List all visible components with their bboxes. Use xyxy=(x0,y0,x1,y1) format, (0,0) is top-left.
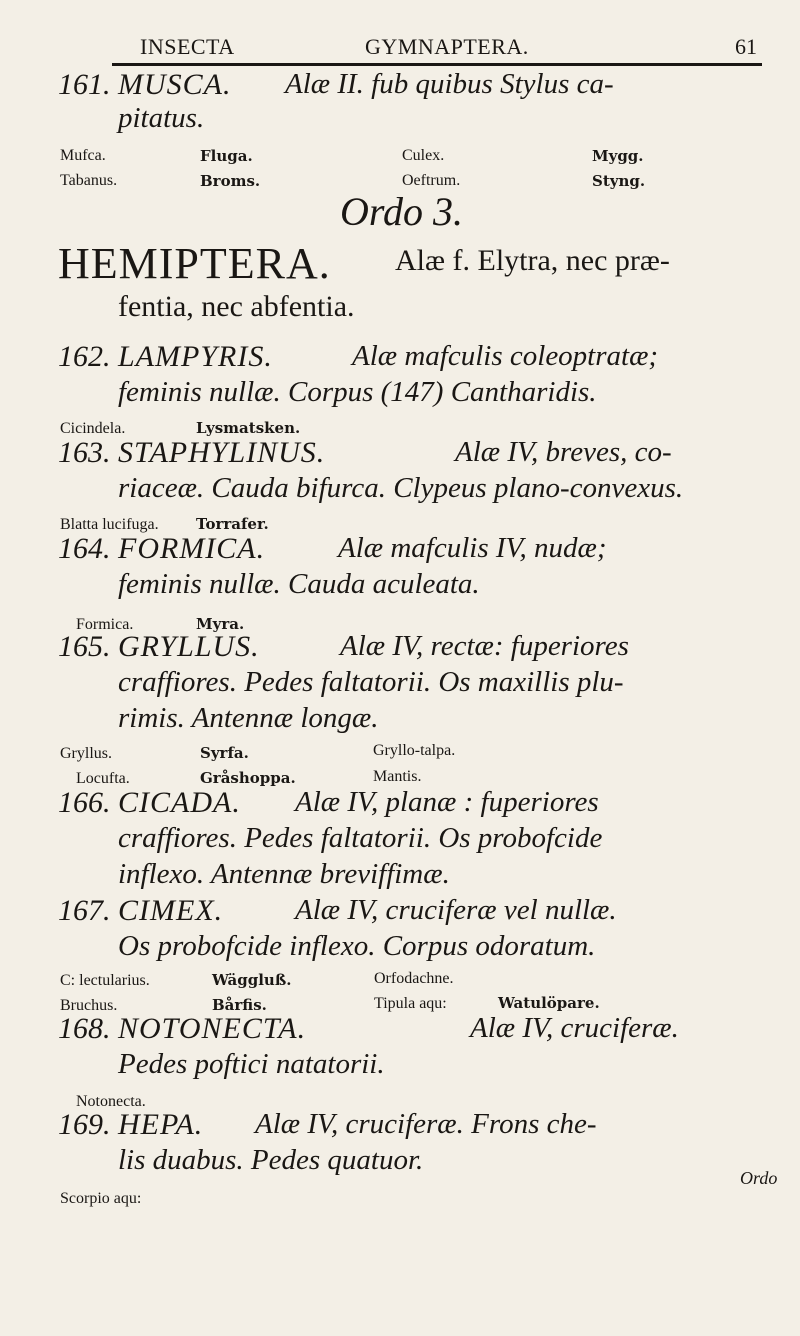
desc-168-line2: Pedes poftici natatorii. xyxy=(118,1048,385,1080)
genus-formica: FORMICA. xyxy=(118,532,266,565)
desc-165-line3: rimis. Antennæ longæ. xyxy=(118,702,379,734)
vernacular-name: Fluga. xyxy=(200,147,253,165)
desc-167-line2: Os probofcide inflexo. Corpus odoratum. xyxy=(118,930,596,962)
desc-162-line2: feminis nullæ. Corpus (147) Cantharidis. xyxy=(118,376,597,408)
vernacular-name: Broms. xyxy=(200,172,261,190)
vernacular-name: Torrafer. xyxy=(196,515,269,533)
entry-number-164: 164. xyxy=(58,532,111,565)
desc-161-line2: pitatus. xyxy=(118,102,205,134)
vernacular-name: Bårfis. xyxy=(212,996,267,1014)
order-desc-line1: Alæ f. Elytra, nec præ- xyxy=(395,244,670,277)
running-header-center: GYMNAPTERA. xyxy=(365,34,529,59)
order-title: HEMIPTERA. xyxy=(58,239,331,288)
genus-lampyris: LAMPYRIS. xyxy=(118,340,273,373)
entry-number-169: 169. xyxy=(58,1108,111,1141)
entry-number-167: 167. xyxy=(58,894,111,927)
catchword: Ordo xyxy=(740,1168,778,1188)
genus-notonecta: NOTONECTA. xyxy=(118,1012,307,1045)
entry-number-168: 168. xyxy=(58,1012,111,1045)
desc-168-line1: Alæ IV, cruciferæ. xyxy=(470,1012,679,1044)
vernacular-name: Gråshoppa. xyxy=(200,769,296,787)
desc-164-line2: feminis nullæ. Cauda aculeata. xyxy=(118,568,480,600)
desc-162-line1: Alæ mafculis coleoptratæ; xyxy=(352,340,659,372)
synonym: Blatta lucifuga. xyxy=(60,516,159,533)
vernacular-name: Watulöpare. xyxy=(498,994,600,1012)
synonym: Mantis. xyxy=(373,768,422,785)
desc-169-line1: Alæ IV, cruciferæ. Frons che- xyxy=(255,1108,597,1140)
entry-number-163: 163. xyxy=(58,436,111,469)
entry-number-162: 162. xyxy=(58,340,111,373)
genus-staphylinus: STAPHYLINUS. xyxy=(118,436,326,469)
desc-164-line1: Alæ mafculis IV, nudæ; xyxy=(338,532,607,564)
synonym: Cicindela. xyxy=(60,420,126,437)
synonym: Tabanus. xyxy=(60,172,118,189)
synonym: Orfodachne. xyxy=(374,970,454,987)
desc-163-line1: Alæ IV, breves, co- xyxy=(455,436,672,468)
genus-gryllus: GRYLLUS. xyxy=(118,630,260,663)
synonym: Notonecta. xyxy=(76,1093,146,1110)
desc-167-line1: Alæ IV, cruciferæ vel nullæ. xyxy=(295,894,617,926)
synonym: Locufta. xyxy=(76,770,130,787)
vernacular-name: Myra. xyxy=(196,615,245,633)
entry-number-165: 165. xyxy=(58,630,111,663)
entry-number-166: 166. xyxy=(58,786,111,819)
page-number: 61 xyxy=(735,34,757,59)
vernacular-name: Styng. xyxy=(592,172,646,190)
vernacular-name: Wäggluß. xyxy=(212,971,292,989)
genus-hepa: HEPA. xyxy=(118,1108,204,1141)
genus-musca: MUSCA. xyxy=(118,68,232,101)
vernacular-name: Syrfa. xyxy=(200,744,249,762)
desc-163-line2: riaceæ. Cauda bifurca. Clypeus plano-convexus. xyxy=(118,472,684,504)
synonym: Formica. xyxy=(76,616,134,633)
synonym: C: lectularius. xyxy=(60,972,150,989)
synonym: Culex. xyxy=(402,147,445,164)
vernacular-name: Lysmatsken. xyxy=(196,419,301,437)
running-header-left: INSECTA xyxy=(140,34,235,59)
entry-number-161: 161. xyxy=(58,68,111,101)
desc-166-line2: craffiores. Pedes faltatorii. Os probofcide xyxy=(118,822,603,854)
genus-cicada: CICADA. xyxy=(118,786,241,819)
ordo-heading: Ordo 3. xyxy=(340,189,463,234)
synonym: Scorpio aqu: xyxy=(60,1190,142,1207)
synonym: Bruchus. xyxy=(60,997,118,1014)
desc-161-line1: Alæ II. fub quibus Stylus ca- xyxy=(285,68,614,100)
desc-169-line2: lis duabus. Pedes quatuor. xyxy=(118,1144,424,1176)
synonym: Tipula aqu: xyxy=(374,995,447,1012)
vernacular-name: Mygg. xyxy=(592,147,644,165)
synonym: Gryllus. xyxy=(60,745,112,762)
desc-166-line3: inflexo. Antennæ breviffimæ. xyxy=(118,858,450,890)
synonym: Gryllo-talpa. xyxy=(373,742,456,759)
desc-166-line1: Alæ IV, planæ : fuperiores xyxy=(295,786,599,818)
desc-165-line1: Alæ IV, rectæ: fuperiores xyxy=(340,630,629,662)
synonym: Mufca. xyxy=(60,147,106,164)
desc-165-line2: craffiores. Pedes faltatorii. Os maxillis plu- xyxy=(118,666,624,698)
synonym: Oeftrum. xyxy=(402,172,461,189)
order-desc-line2: fentia, nec abfentia. xyxy=(118,290,355,323)
header-rule xyxy=(112,63,762,66)
genus-cimex: CIMEX. xyxy=(118,894,224,927)
